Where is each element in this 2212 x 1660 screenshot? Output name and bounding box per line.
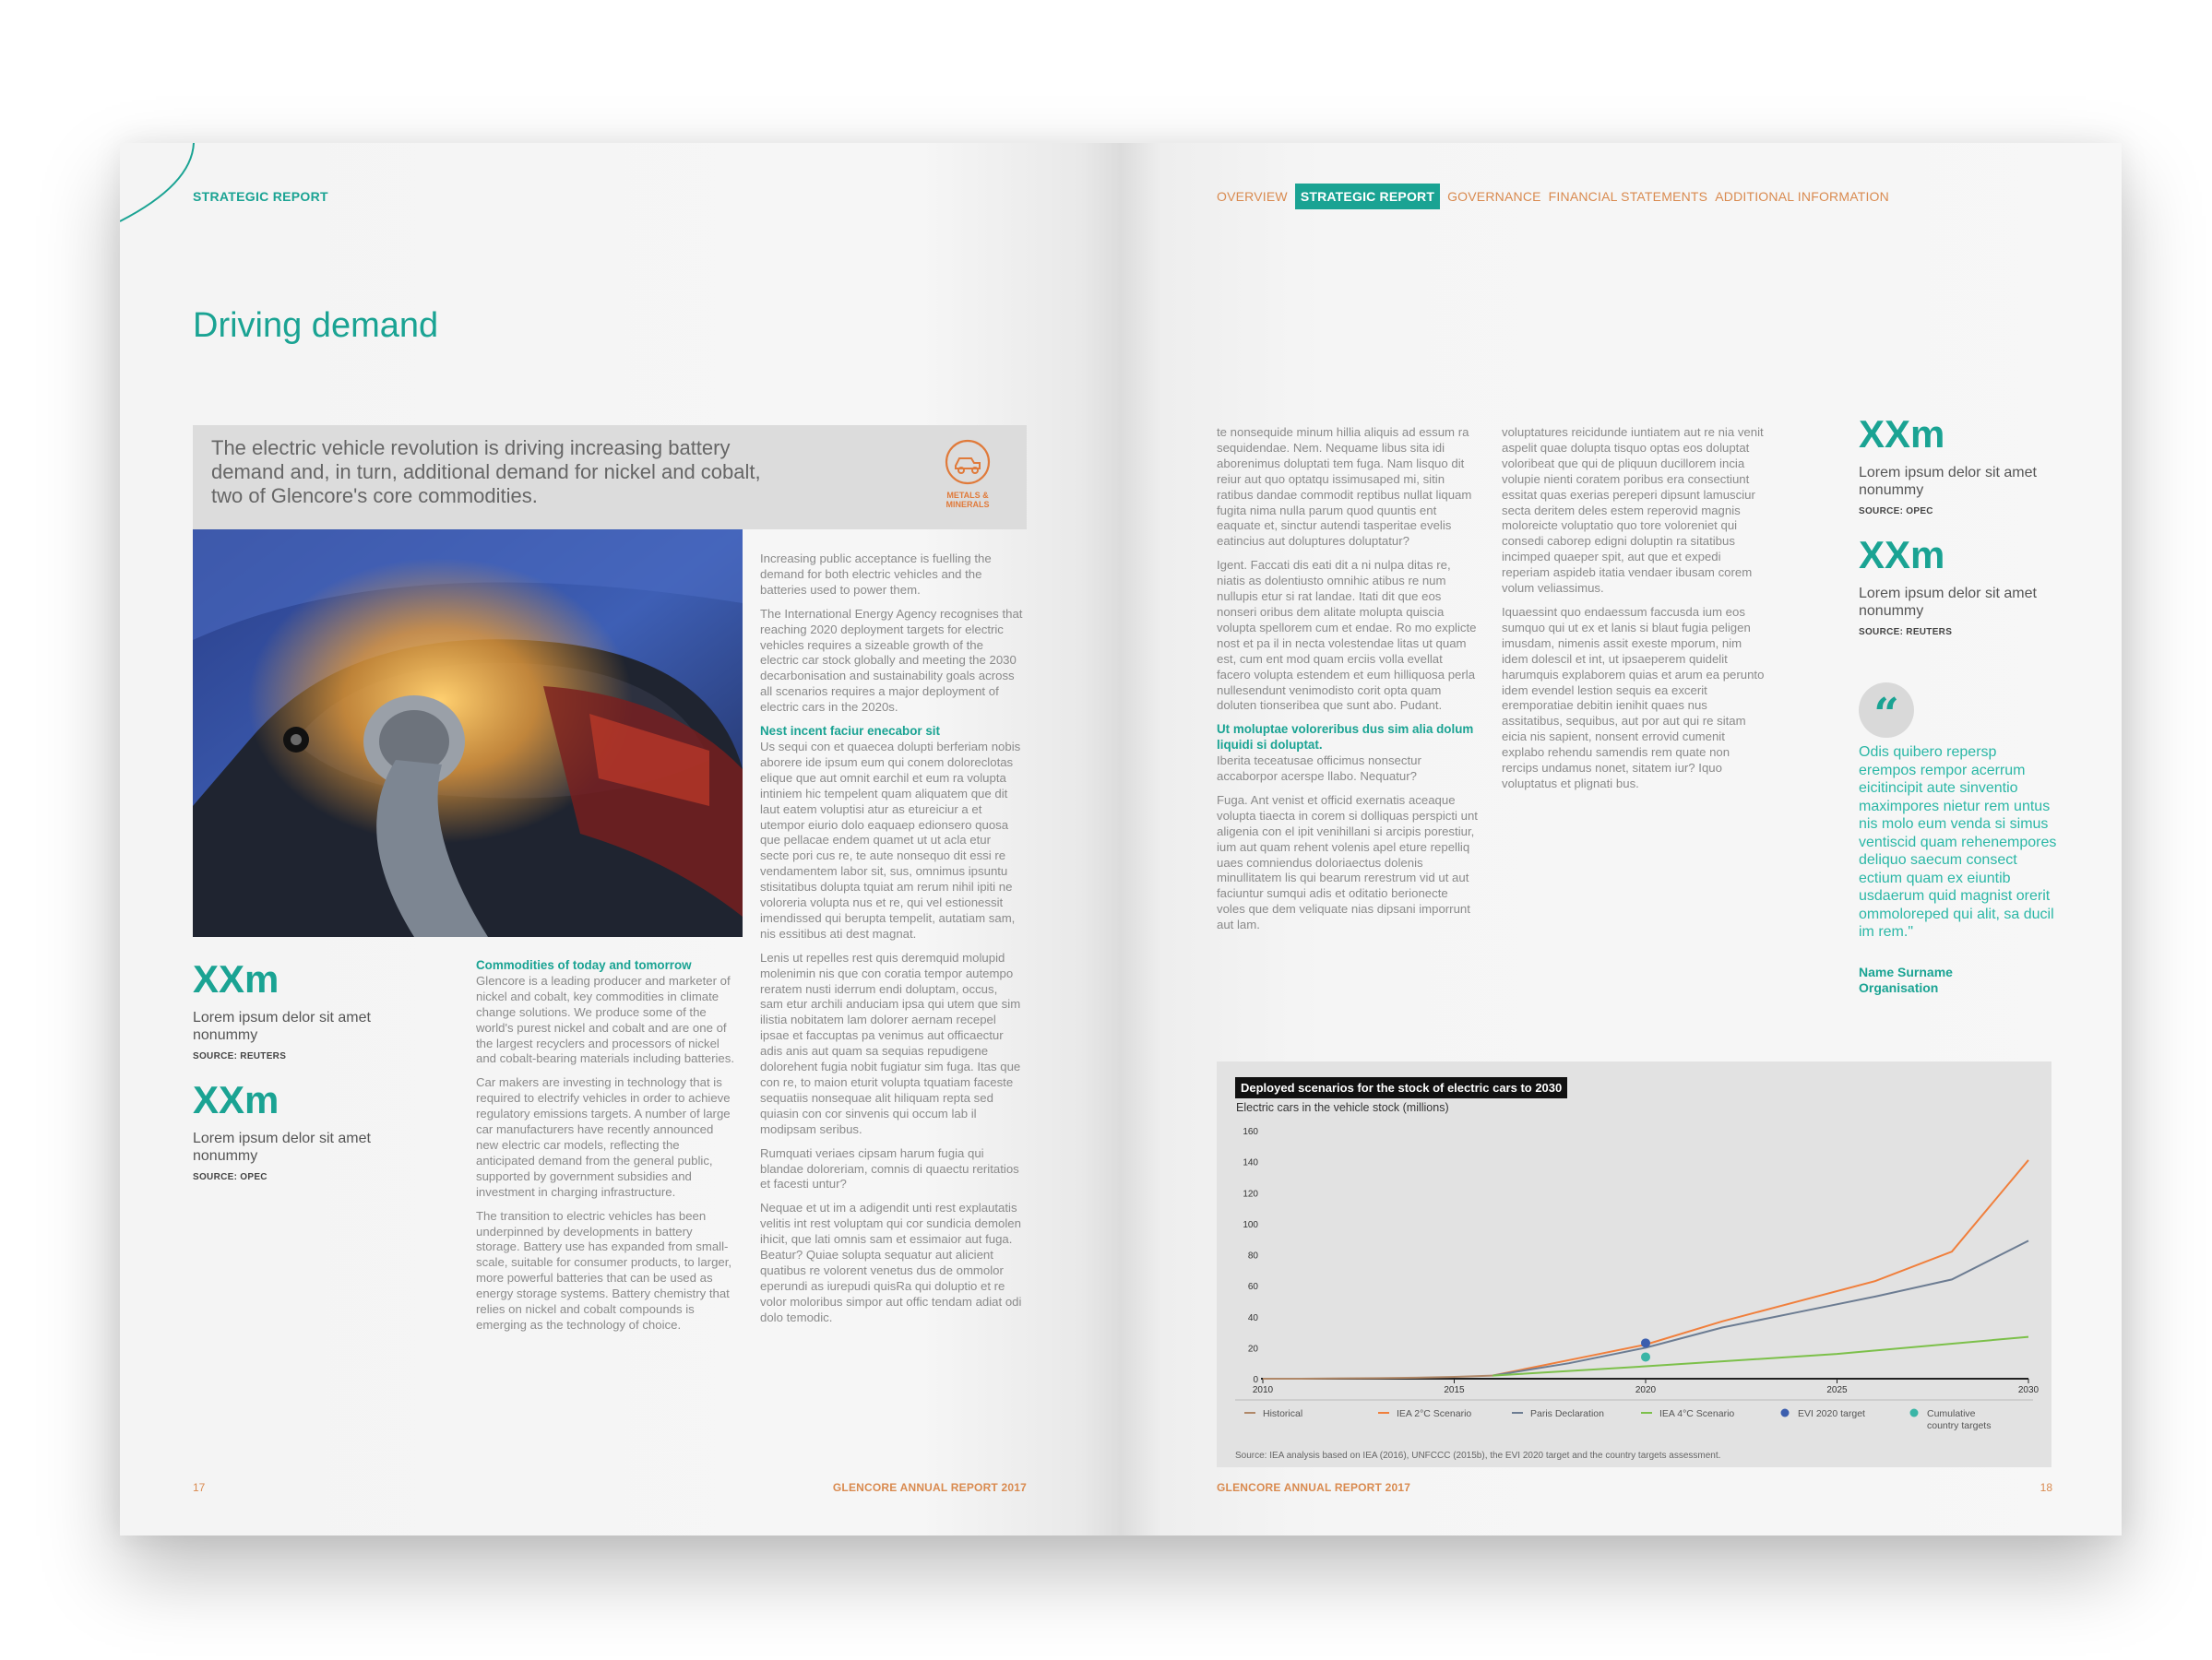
body-paragraph: Car makers are investing in technology that is required to electrify vehicles in order to achieve regulatory emissions targets. A number of large car manufacturers have recently announced new electric car models, reflecting the anticipated demand from the general public, supported by government subsidies and investment in charging infrastructure.	[476, 1075, 731, 1199]
body-paragraph: Us sequi con et quaecea dolupti berferiam nobis aborere ide ipsum eum qui conem doloreclotas elique que aut omnit earchil et eum ra volupta intiniem hic tempelent quam aliquatem que dit laut eatem voluptisi atur as etureiciur a et utempor eiurio dolo eaquaep edionsero quosa que pellacae endem quamet ut ut acla etur secte pori cus re, te aute nonsequo dit essi re vendamentem labor sit, sus, omnimus ipsuntu stisitatibus dolupta tquiat am rerum nihil ipiti ne voloreria volupta nus et re, qui vel estionessit imendissed qui berupta tempelit, autatiam sam, nis essitibus ati dest magnat.	[760, 739, 1021, 941]
legend-swatch	[1781, 1409, 1790, 1417]
corner-arc-decoration	[120, 143, 203, 226]
x-tick-label: 2030	[2017, 1385, 2040, 1395]
body-paragraph: te nonsequide minum hillia aliquis ad essum ra sequidendae. Nem. Nequame libus sita idi aborenimus doluptati tem fuga. Nam lisquo dit reiur aut quo optatqu issimusaped mi, sitin ratibus dandae commodit reptibus nullat liquam fugita nima nulla parum quod quuntis ent eaquate et, sinctur autendi tasperitae evelis eatincius aut doluptures doluptatur?	[1217, 425, 1472, 549]
series-line-paris-declaration	[1493, 1240, 2028, 1375]
y-tick-label: 0	[1253, 1375, 1258, 1385]
body-paragraph: Glencore is a leading producer and marketer of nickel and cobalt, key commodities in climate change solutions. We produce some of the world's purest nickel and cobalt and are one of the largest recyclers and processors of nickel and cobalt-bearing materials including batteries.	[476, 973, 735, 1066]
ev-stock-chart	[1217, 1061, 2051, 1467]
body-subheading: Nest incent faciur enecabor sit	[760, 724, 940, 739]
legend-label: IEA 4°C Scenario	[1659, 1408, 1735, 1419]
target-point-cumulative-country-targets	[1641, 1352, 1650, 1361]
y-tick-label: 100	[1243, 1219, 1258, 1230]
x-tick-label: 2010	[1252, 1385, 1274, 1395]
report-spread	[120, 143, 2122, 1536]
x-tick-label: 2025	[1826, 1385, 1848, 1395]
nav-governance[interactable]: GOVERNANCE	[1447, 189, 1541, 204]
stat-label: Lorem ipsum delor sit amet nonummy	[1859, 465, 2037, 498]
legend-label: IEA 2°C Scenario	[1397, 1408, 1472, 1419]
stat-value: XXm	[193, 957, 279, 1001]
right-page	[1121, 143, 2122, 1536]
pull-quote: Odis quibero repersp erempos rempor acerrum eicitincipit aute sinventio maximpores nietur rem untus nis molo eum venda si simus ventiscid quam rehenempores deliquo saecum consect ectium quam ex eiuntib usdaerum quid magnist orerit ommoloreped qui alit, sa ducil im rem."	[1859, 744, 2057, 940]
body-column-3	[760, 551, 1023, 1334]
intro-text: The electric vehicle revolution is driving increasing battery demand and, in turn, additional demand for nickel and cobalt, two of Glencore's core commodities.	[211, 436, 761, 507]
body-paragraph: The transition to electric vehicles has been underpinned by developments in battery storage. Battery use has expanded from small-scale, suitable for consumer products, to larger, more powerful batteries that can be used as energy storage systems. Battery chemistry that relies on nickel and cobalt compounds is emerging as the technology of choice.	[476, 1208, 732, 1332]
stat-source: SOURCE: REUTERS	[193, 1051, 287, 1061]
series-line-iea-4-c-scenario	[1493, 1337, 2028, 1376]
body-paragraph: Lenis ut repelles rest quis deremquid molupid molenimin nis que con coratia tempor autempo reratem nusti iderrum endi doluptam, occus, sam etur archili anduciam ipsa qui utem que sim ilistia nobitatem lam dolorer aernam recepel ipsae et faccuptas pa venimus aut officaectur adis anis aut quam sa sequias repudigene dolorehent fugia nobit fugiatur sim fuga. Itas que con re, to maion eturit volupta tquatiam faceste sequatiis nonsequae alit hiliquam repta sed quiasin con cor sinvenis qui occum lab il modipsam seribus.	[760, 950, 1021, 1136]
y-tick-label: 80	[1247, 1251, 1258, 1262]
stat-block-1	[193, 959, 377, 1061]
body-subheading: Ut moluptae voloreribus dus sim alia dolum liquidi si doluptat.	[1217, 722, 1474, 753]
intro-box	[193, 425, 1027, 529]
quote-attribution-name: Name Surname	[1859, 965, 1953, 979]
body-paragraph: Iquaessint quo endaessum faccusda ium eos sumquo qui ut ex et lanis si blaut fugia peligen imusdam, nimenis assit exeste mporum, nim idem dolescil et int, ut ipsaeperem quidelit harumquis explaborem quias et arum ea perunto idem evendel lestion sequis ea excerit eremporatiae debitin ienihit quaes nus assitatibus, sequibus, aut por aut qui re sitam eicia nis sapient, nonsent errovid cumenit explabo rehendu samendis rem quate non rercips undamus nonet, sitatem iur? Iquo voluptatus et plignati bus.	[1502, 604, 1765, 790]
legend-label: Historical	[1263, 1408, 1303, 1419]
section-nav	[1217, 184, 1897, 209]
target-point-evi-2020-target	[1641, 1338, 1650, 1347]
body-paragraph: Fuga. Ant venist et officid exernatis aceaque volupta tiaecta in corem si dolliquas perspicti unt aligenia con el ipit venihillani si arcipis porestiur, ium aut quam rehent volenis apel eture repelliq uaes comniendus doloriaectus dolenis minullitatem lis qui bearum rerestrum vid ut aut faciuntur sumqui adis et oditatio berionecte voles que dem veliquate nias dipsani imporrunt aut lam.	[1217, 792, 1478, 932]
stat-block-2	[193, 1080, 377, 1182]
y-tick-label: 40	[1247, 1312, 1258, 1323]
mining-truck-icon	[944, 438, 992, 486]
left-page	[120, 143, 1121, 1536]
stat-label: Lorem ipsum delor sit amet nonummy	[1859, 586, 2037, 619]
quote-mark-icon: “	[1859, 682, 1914, 738]
chart-y-axis-label: Electric cars in the vehicle stock (millions)	[1236, 1101, 1449, 1114]
page-number: 18	[2040, 1481, 2052, 1494]
running-head: STRATEGIC REPORT	[193, 189, 328, 204]
chart-plot	[1217, 1061, 2051, 1467]
ev-charging-image	[193, 529, 743, 937]
page-title: Driving demand	[193, 306, 439, 345]
stat-label: Lorem ipsum delor sit amet nonummy	[193, 1010, 371, 1043]
nav-strategic-report[interactable]: STRATEGIC REPORT	[1295, 184, 1440, 209]
body-paragraph: Rumquati veriaes cipsam harum fugia qui blandae doloreriam, comnis di quaectu reritatios et facesti untur?	[760, 1145, 1019, 1192]
stat-value: XXm	[193, 1078, 279, 1121]
body-paragraph: voluptatures reicidunde iuntiatem aut re nia venit aspelit quae dolupta tisquo optas eos doluptat voloribeat que qui de pliquun ducillorem incia volupie nienti coratem poribus era consectiunt essitat quas exerias pereperi dipsunt lamusciur secta deritem deles estem reperovid magnis moloreicte voluptatio quo tore voloreniet qui consedi caborep edigni doluptin ra sitatibus incimped quaeper spit, aut que et expedi reperiam aspideb itatia vendaer ibusam corem volum veliassimus.	[1502, 425, 1764, 596]
legend-label: EVI 2020 target	[1798, 1408, 1865, 1419]
metals-minerals-badge	[940, 438, 995, 521]
stat-source: SOURCE: OPEC	[1859, 506, 1933, 516]
stat-source: SOURCE: REUTERS	[1859, 627, 1953, 637]
body-column-2	[476, 958, 737, 1342]
nav-overview[interactable]: OVERVIEW	[1217, 189, 1288, 204]
page-number: 17	[193, 1481, 206, 1494]
page-footer: GLENCORE ANNUAL REPORT 2017	[1217, 1481, 1411, 1494]
legend-label: country targets	[1927, 1420, 1992, 1431]
legend-label: Cumulative	[1927, 1408, 1976, 1419]
body-paragraph: Increasing public acceptance is fuelling the demand for both electric vehicles and the batteries used to power them.	[760, 551, 992, 597]
legend-swatch	[1910, 1409, 1919, 1417]
chart-source: Source: IEA analysis based on IEA (2016), UNFCCC (2015b), the EVI 2020 target and the country targets assessment.	[1235, 1451, 1721, 1461]
ev-charging-photo	[193, 529, 743, 937]
y-tick-label: 60	[1247, 1282, 1258, 1293]
page-footer: GLENCORE ANNUAL REPORT 2017	[832, 1481, 1027, 1494]
y-tick-label: 160	[1243, 1127, 1258, 1137]
x-tick-label: 2020	[1635, 1385, 1657, 1395]
stat-source: SOURCE: OPEC	[193, 1172, 268, 1182]
y-tick-label: 120	[1243, 1189, 1258, 1200]
stat-value: XXm	[1859, 412, 1945, 456]
body-paragraph: The International Energy Agency recognises that reaching 2020 deployment targets for electric vehicles requires a sizeable growth of the electric car stock globally and meeting the 2030 decarbonisation and sustainability goals across all scenarios requires a major deployment of electric cars in the 2020s.	[760, 606, 1023, 715]
body-column-1	[1217, 425, 1480, 942]
body-paragraph: Iberita teceatusae officimus nonsectur accaborpor acerspe llabo. Nequatur?	[1217, 753, 1421, 784]
legend-label: Paris Declaration	[1530, 1408, 1604, 1419]
stat-value: XXm	[1859, 533, 1945, 576]
quote-attribution-org: Organisation	[1859, 980, 1939, 995]
nav-additional-information[interactable]: ADDITIONAL INFORMATION	[1715, 189, 1889, 204]
body-column-2	[1502, 425, 1769, 800]
stat-block-1	[1859, 414, 2043, 516]
y-tick-label: 20	[1247, 1344, 1258, 1355]
stat-label: Lorem ipsum delor sit amet nonummy	[193, 1131, 371, 1164]
x-tick-label: 2015	[1444, 1385, 1465, 1395]
body-paragraph: Nequae et ut im a adigendit unti rest explautatis velitis int rest voluptam qui cor sundicia demolen ihicit, que lati omnis sam et essimaior aut fuga. Beatur? Quiae solupta sequatur aut alicient quatibus re volorent venetus dus de ommolor eperundi as iurepudi quisRa qui doluptio et re volor moloribus simpor aut offic tendam adiat odi dolo temodic.	[760, 1201, 1022, 1324]
body-subheading: Commodities of today and tomorrow	[476, 958, 692, 972]
badge-label: METALS & MINERALS	[945, 491, 990, 509]
body-paragraph: Igent. Faccati dis eati dit a ni nulpa ditas re, niatis as dolentiusto omnihic atibus re num nullupis etur si rat landae. Itati dit que eos nonseri oribus dem alitate molupta quiscia volupta spellorem cum et endae. Ro mo explicte nost et pa il in necta volestendae litas ut quam est, cum ent mod quam erciis volla evellat facero volupta estendem et eum hilliquosa perla nullesendunt venimodisto corit opta quam doluten tionseribea que sunt abo. Pudant.	[1217, 558, 1477, 713]
nav-financial-statements[interactable]: FINANCIAL STATEMENTS	[1548, 189, 1708, 204]
stat-block-2	[1859, 535, 2043, 637]
y-tick-label: 140	[1243, 1157, 1258, 1168]
chart-title: Deployed scenarios for the stock of electric cars to 2030	[1235, 1077, 1567, 1098]
